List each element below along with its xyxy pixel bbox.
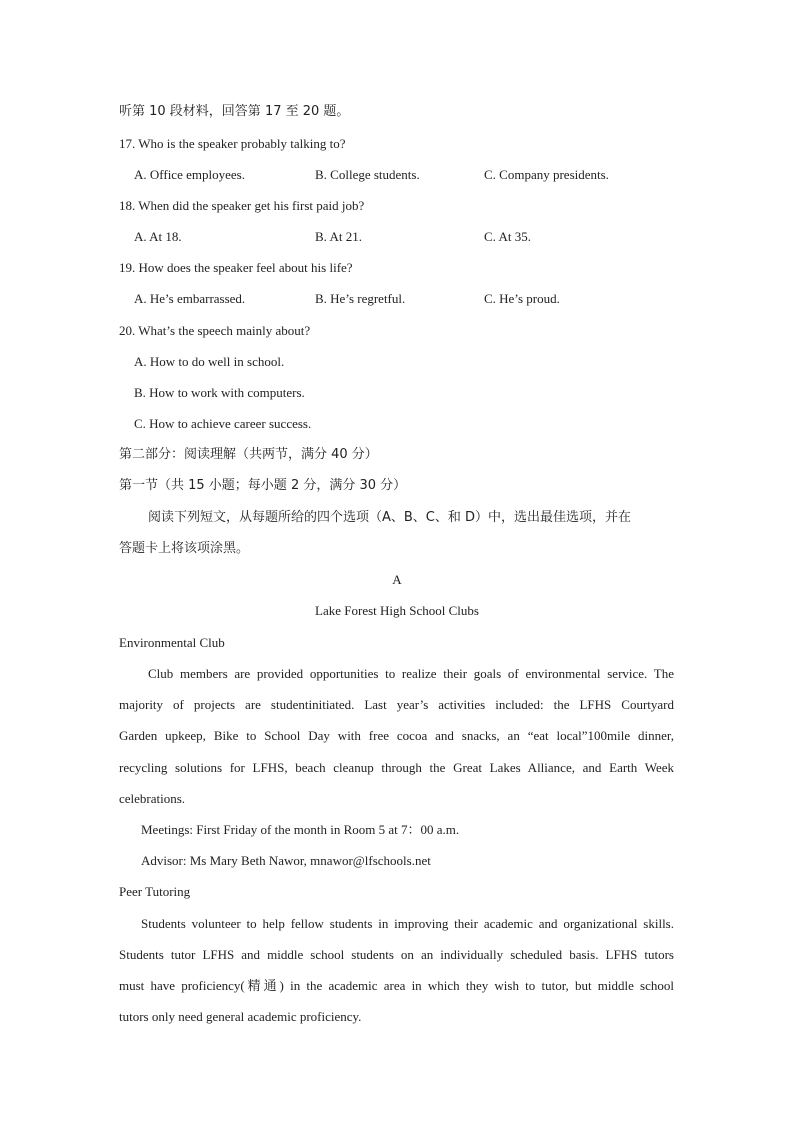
question-20-option-a: A. How to do well in school. bbox=[134, 354, 285, 369]
question-18-option-b: B. At 21. bbox=[315, 229, 362, 244]
question-20-option-b: B. How to work with computers. bbox=[134, 385, 305, 400]
peer-tutoring-text-line-3: must have proficiency(精通) in the academic area in which they wish to tutor, but middle school bbox=[119, 978, 674, 993]
environmental-club-text-line-5: celebrations. bbox=[119, 791, 186, 806]
environmental-club-text-line-3: Garden upkeep, Bike to School Day with free cocoa and snacks, an “eat local”100mile dinner, bbox=[119, 728, 674, 743]
environmental-club-text-line-1: Club members are provided opportunities to realize their goals of environmental service. The bbox=[148, 666, 674, 681]
peer-tutoring-text-line-2: Students tutor LFHS and middle school students on an individually scheduled basis. LFHS tutors bbox=[119, 947, 674, 962]
question-19-stem: 19. How does the speaker feel about his life? bbox=[119, 260, 353, 275]
reading-directions-line-2: 答题卡上将该项涂黑。 bbox=[119, 541, 250, 556]
question-20-option-c: C. How to achieve career success. bbox=[134, 416, 312, 431]
reading-section-title: 第一节（共 15 小题；每小题 2 分，满分 30 分） bbox=[119, 478, 407, 493]
environmental-club-text-line-4: recycling solutions for LFHS, beach cleanup through the Great Lakes Alliance, and Earth Week bbox=[119, 760, 674, 775]
question-18-stem: 18. When did the speaker get his first paid job? bbox=[119, 198, 365, 213]
reading-directions-line-1: 阅读下列短文，从每题所给的四个选项（A、B、C、和 D）中，选出最佳选项，并在 bbox=[148, 510, 632, 525]
environmental-club-advisor: Advisor: Ms Mary Beth Nawor, mnawor@lfschools.net bbox=[141, 853, 431, 868]
club-name-environmental: Environmental Club bbox=[119, 635, 225, 650]
question-17-option-a: A. Office employees. bbox=[134, 167, 245, 182]
question-17-option-b: B. College students. bbox=[315, 167, 420, 182]
question-20-stem: 20. What’s the speech mainly about? bbox=[119, 323, 311, 338]
listening-instruction: 听第 10 段材料，回答第 17 至 20 题。 bbox=[119, 104, 350, 119]
peer-tutoring-text-line-4: tutors only need general academic proficiency. bbox=[119, 1009, 362, 1024]
peer-tutoring-text-line-1: Students volunteer to help fellow students in improving their academic and organizational skills. bbox=[141, 916, 674, 931]
question-19-option-c: C. He’s proud. bbox=[484, 291, 560, 306]
question-17-option-c: C. Company presidents. bbox=[484, 167, 609, 182]
question-19-option-b: B. He’s regretful. bbox=[315, 291, 406, 306]
reading-part-title: 第二部分：阅读理解（共两节，满分 40 分） bbox=[119, 447, 378, 462]
question-18-option-c: C. At 35. bbox=[484, 229, 531, 244]
club-name-peer-tutoring: Peer Tutoring bbox=[119, 884, 191, 899]
question-17-stem: 17. Who is the speaker probably talking to? bbox=[119, 136, 346, 151]
passage-letter: A bbox=[392, 572, 402, 587]
environmental-club-meetings: Meetings: First Friday of the month in Room 5 at 7：00 a.m. bbox=[141, 822, 460, 837]
question-18-option-a: A. At 18. bbox=[134, 229, 182, 244]
environmental-club-text-line-2: majority of projects are studentinitiated. Last year’s activities included: the LFHS Courtyard bbox=[119, 697, 674, 712]
question-19-option-a: A. He’s embarrassed. bbox=[134, 291, 246, 306]
passage-title: Lake Forest High School Clubs bbox=[315, 603, 479, 618]
